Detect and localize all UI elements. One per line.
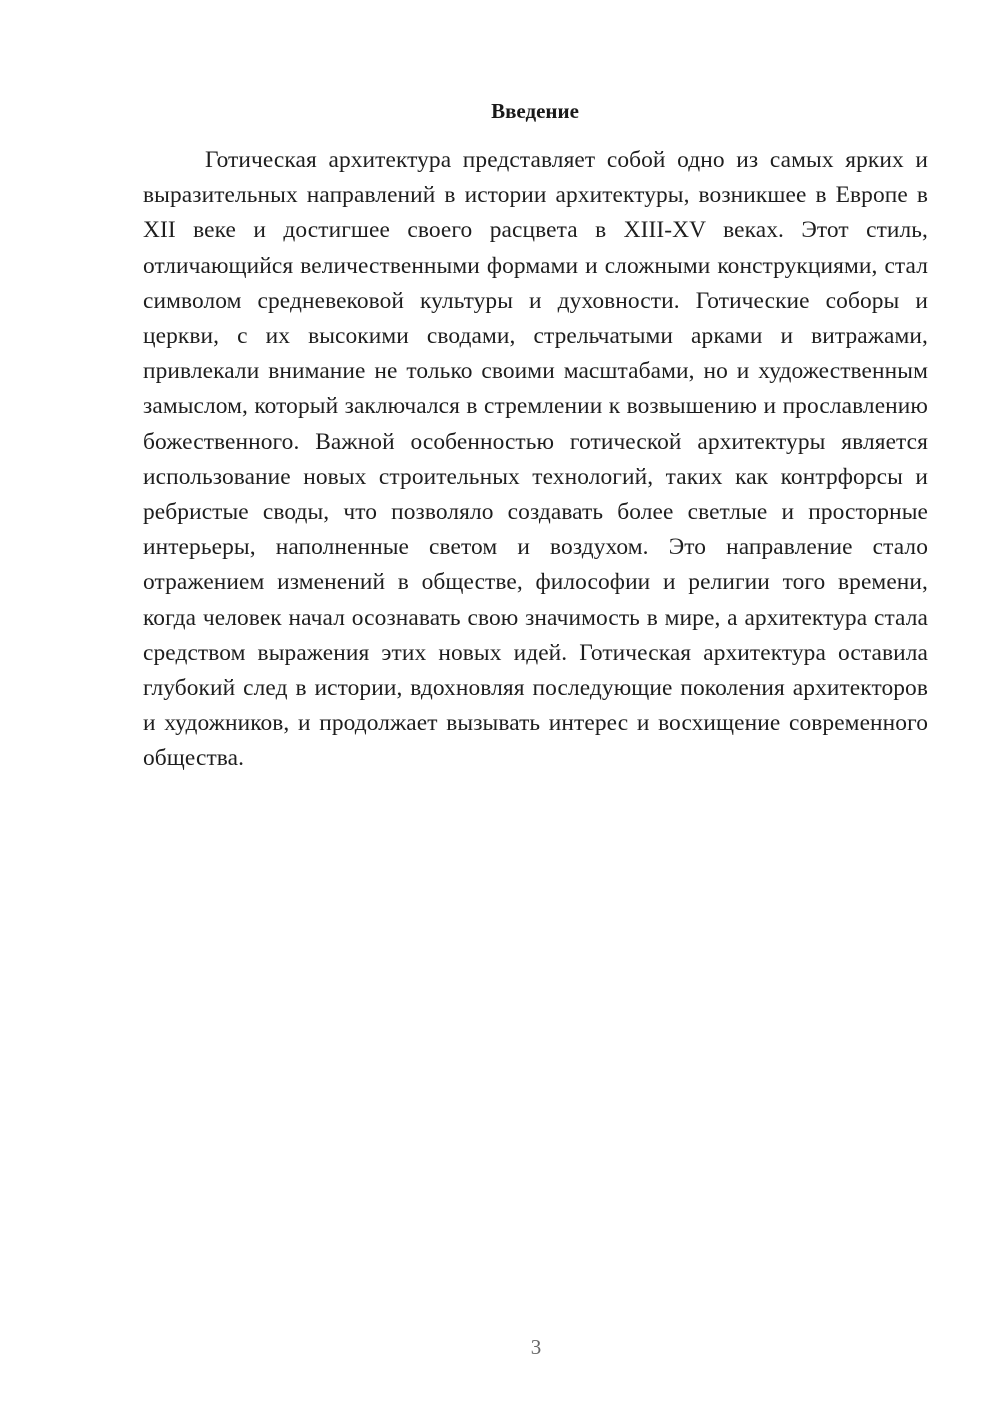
page-number: 3 <box>530 1335 542 1359</box>
body-paragraph: Готическая архитектура представляет собой одно из самых ярких и выразительных направлений в истории архитектуры, возникшее в Европе в XII веке и достигшее своего расцвета в XIII-XV веках. Этот стиль, отличающийся величественными формами и сложными конструкциями, стал символом средневековой культуры и духовности. Готические соборы и церкви, с их высокими сводами, стрельчатыми арками и витражами, привлекали внимание не только своими масштабами, но и художественным замыслом, который заключался в стремлении к возвышению и прославлению божественного. Важной особенностью готической архитектуры является использование новых строительных технологий, таких как контрфорсы и ребристые своды, что позволяло создавать более светлые и просторные интерьеры, наполненные светом и воздухом. Это направление стало отражением изменений в обществе, философии и религии того времени, когда человек начал осознавать свою значимость в мире, а архитектура стала средством выражения этих новых идей. Готическая архитектура оставила глубокий след в истории, вдохновляя последующие поколения архитекторов и художников, и продолжает вызывать интерес и восхищение современного общества. <box>143 147 928 772</box>
page-heading: Введение <box>491 99 579 123</box>
